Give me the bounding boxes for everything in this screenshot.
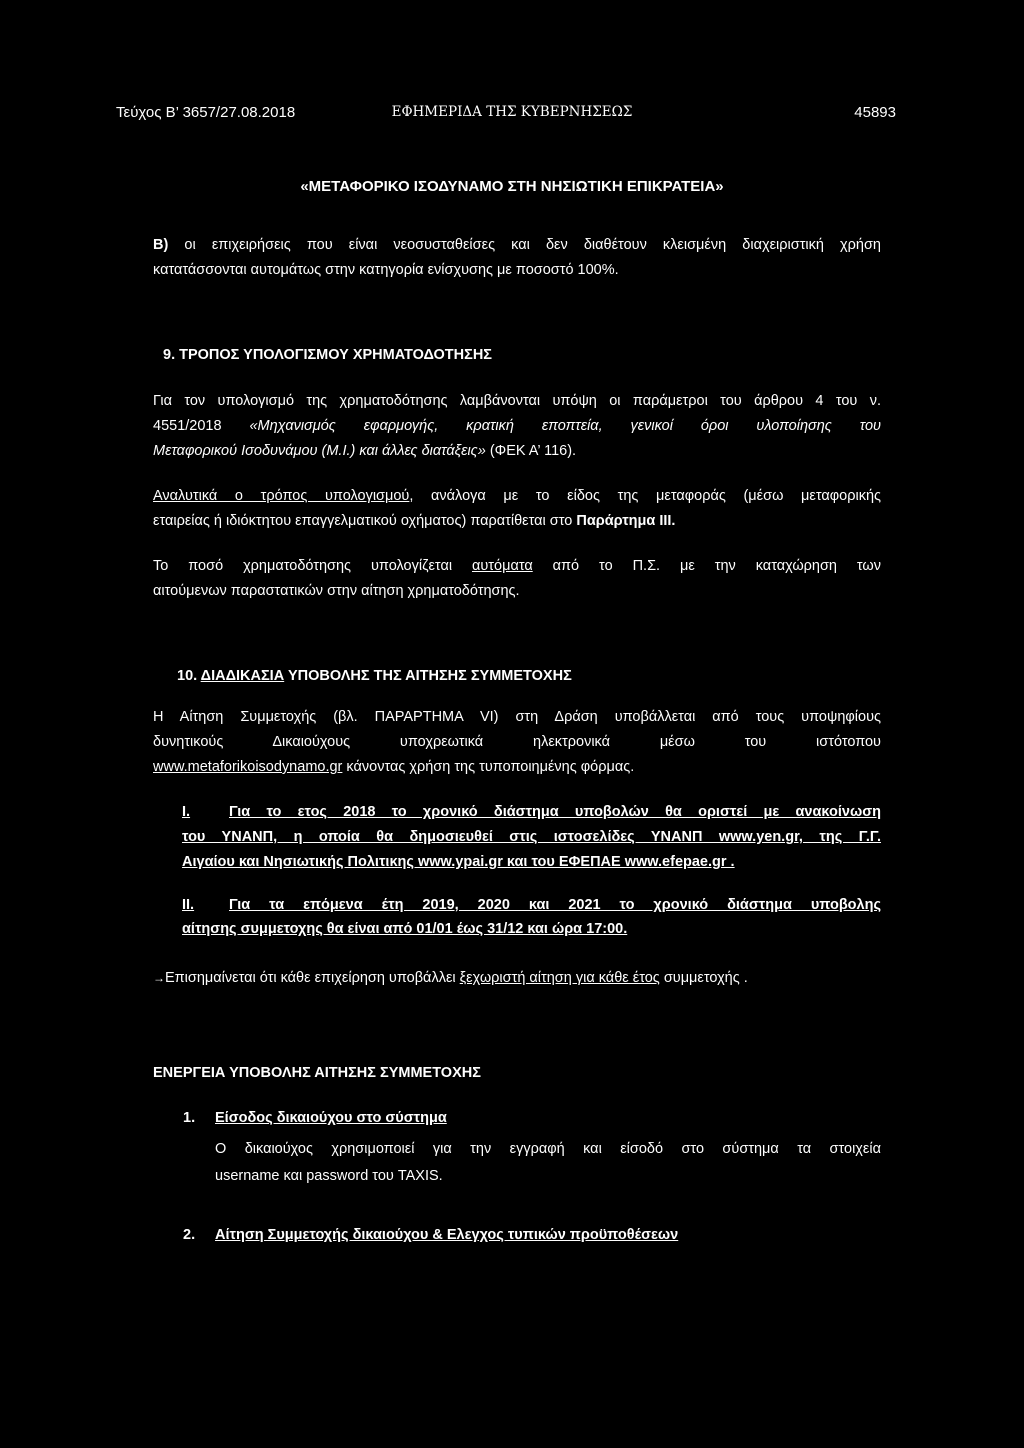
s10-num: 10. [177,668,201,684]
s10-p1-line3 [153,759,881,775]
item-2-label: ΙΙ. [182,897,195,913]
header-issue: Τεύχος Β’ 3657/27.08.2018 [116,104,296,121]
s10-title-u: ΔΙΑΔΙΚΑΣΙΑ [200,668,285,684]
s9-p3-b: από το Π.Σ. με την καταχώρηση των [532,558,881,574]
s9-p2-line1 [153,488,881,504]
step-1-line2: username και password του TAXIS. [215,1168,443,1184]
s10-title-rest: ΥΠΟΒΟΛΗΣ ΤΗΣ ΑΙΤΗΣΗΣ ΣΥΜΜΕΤΟΧΗΣ [284,668,572,684]
item-2-line1: Για τα επόμενα έτη 2019, 2020 και 2021 το χρονικό διάστημα υποβολης [229,897,881,913]
s9-p3-a: Το ποσό χρηματοδότησης υπολογίζεται [153,558,472,574]
para-b-line2: κατατάσσονται αυτομάτως στην κατηγορία ενίσχυσης με ποσοστό 100%. [153,262,619,278]
item-2-line2: αίτησης συμμετοχης θα είναι από 01/01 έως 31/12 και ώρα 17:00. [182,921,628,937]
section-10-title [177,668,572,684]
document-title: «ΜΕΤΑΦΟΡΙΚΟ ΙΣΟΔΥΝΑΜΟ ΣΤΗ ΝΗΣΙΩΤΙΚΗ ΕΠΙΚΡΑΤΕΙΑ» [300,178,724,195]
step-2-title: Αίτηση Συμμετοχής δικαιούχου & Ελεγχος τυπικών προϋποθέσεων [215,1227,679,1243]
section-9-title: 9. ΤΡΟΠΟΣ ΥΠΟΛΟΓΙΣΜΟΥ ΧΡΗΜΑΤΟΔΟΤΗΣΗΣ [163,347,492,363]
s9-p3-line2: αιτούμενων παραστατικών στην αίτηση χρηματοδότησης. [153,583,520,599]
s9-law-title-end: Μεταφορικού Ισοδυνάμου (Μ.Ι.) και άλλες διατάξεις» [153,443,486,459]
arrow-icon: → [153,971,165,985]
step-2-number: 2. [183,1227,196,1243]
para-b-label: Β) [153,237,169,253]
s9-law-title: «Μηχανισμός εφαρμογής, κρατική εποπτεία, γενικοί όροι υλοποίησης του [249,418,881,434]
step-1-title: Είσοδος δικαιούχου στο σύστημα [215,1110,447,1126]
item-1-label: Ι. [182,804,191,820]
s10-p1-line1: Η Αίτηση Συμμετοχής (βλ. ΠΑΡΑΡΤΗΜΑ VI) στη Δράση υποβάλλεται από τους υποψηφίους [153,709,881,725]
s9-law-number: 4551/2018 [153,418,222,434]
para-b-line1 [153,237,881,253]
item-1-line2: του ΥΝΑΝΠ, η οποία θα δημοσιευθεί στις ιστοσελίδες ΥΝΑΝΠ www.yen.gr, της Γ.Γ. [182,829,881,845]
s10-p1-line2: δυνητικούς Δικαιούχους υποχρεωτικά ηλεκτρονικά μέσω του ιστότοπου [153,734,881,750]
s10-website-link[interactable]: www.metaforikoisodynamo.gr [153,759,343,775]
note-text-b: συμμετοχής . [659,970,748,986]
s9-analytic-link: Αναλυτικά ο τρόπος υπολογισμού [153,488,410,504]
header-page-number: 45893 [854,104,896,121]
s9-fek: (ΦΕΚ Α’ 116). [485,443,577,459]
s9-p1-line1: Για τον υπολογισμό της χρηματοδότησης λαμβάνονται υπόψη οι παράμετροι του άρθρου 4 του ν. [153,393,881,409]
item-1-line3: Αιγαίου και Νησιωτικής Πολιτικης www.ypai.gr και του ΕΦΕΠΑΕ www.efepae.gr . [182,854,735,870]
note-text-a: Επισημαίνεται ότι κάθε επιχείρηση υποβάλλει [165,970,460,986]
s9-p3-line1 [153,558,881,574]
note-line [153,970,748,986]
item-1-line1: Για το ετος 2018 το χρονικό διάστημα υποβολών θα οριστεί με ανακοίνωση [229,804,881,820]
s9-p2-rest: , ανάλογα με το είδος της μεταφοράς (μέσω μεταφορικής [409,488,881,504]
s9-annex-ref: Παράρτημα ΙΙΙ. [576,513,676,529]
step-1-line1: Ο δικαιούχος χρησιμοποιεί για την εγγραφή και είσοδό στο σύστημα τα στοιχεία [215,1141,881,1157]
s9-p2-plain: εταιρείας ή ιδιόκτητου επαγγελματικού οχήματος) παρατίθεται στο [153,513,577,529]
s9-p2-line2 [153,513,881,529]
s9-p1-line2 [153,418,881,434]
s9-p1-line3 [153,443,881,459]
para-b-text1: οι επιχειρήσεις που είναι νεοσυσταθείσες και δεν διαθέτουν κλεισμένη διαχειριστική χρήση [184,237,881,253]
step-1-number: 1. [183,1110,196,1126]
energeia-title: ΕΝΕΡΓΕΙΑ ΥΠΟΒΟΛΗΣ ΑΙΤΗΣΗΣ ΣΥΜΜΕΤΟΧΗΣ [153,1065,481,1081]
s9-p3-auto: αυτόματα [471,558,533,574]
header-gazette-title: ΕΦΗΜΕΡΙΔΑ ΤΗΣ ΚΥΒΕΡΝΗΣΕΩΣ [391,104,633,120]
s10-p1-rest: κάνοντας χρήση της τυποποιημένης φόρμας. [342,759,635,775]
note-text-u: ξεχωριστή αίτηση για κάθε έτος [459,970,660,986]
